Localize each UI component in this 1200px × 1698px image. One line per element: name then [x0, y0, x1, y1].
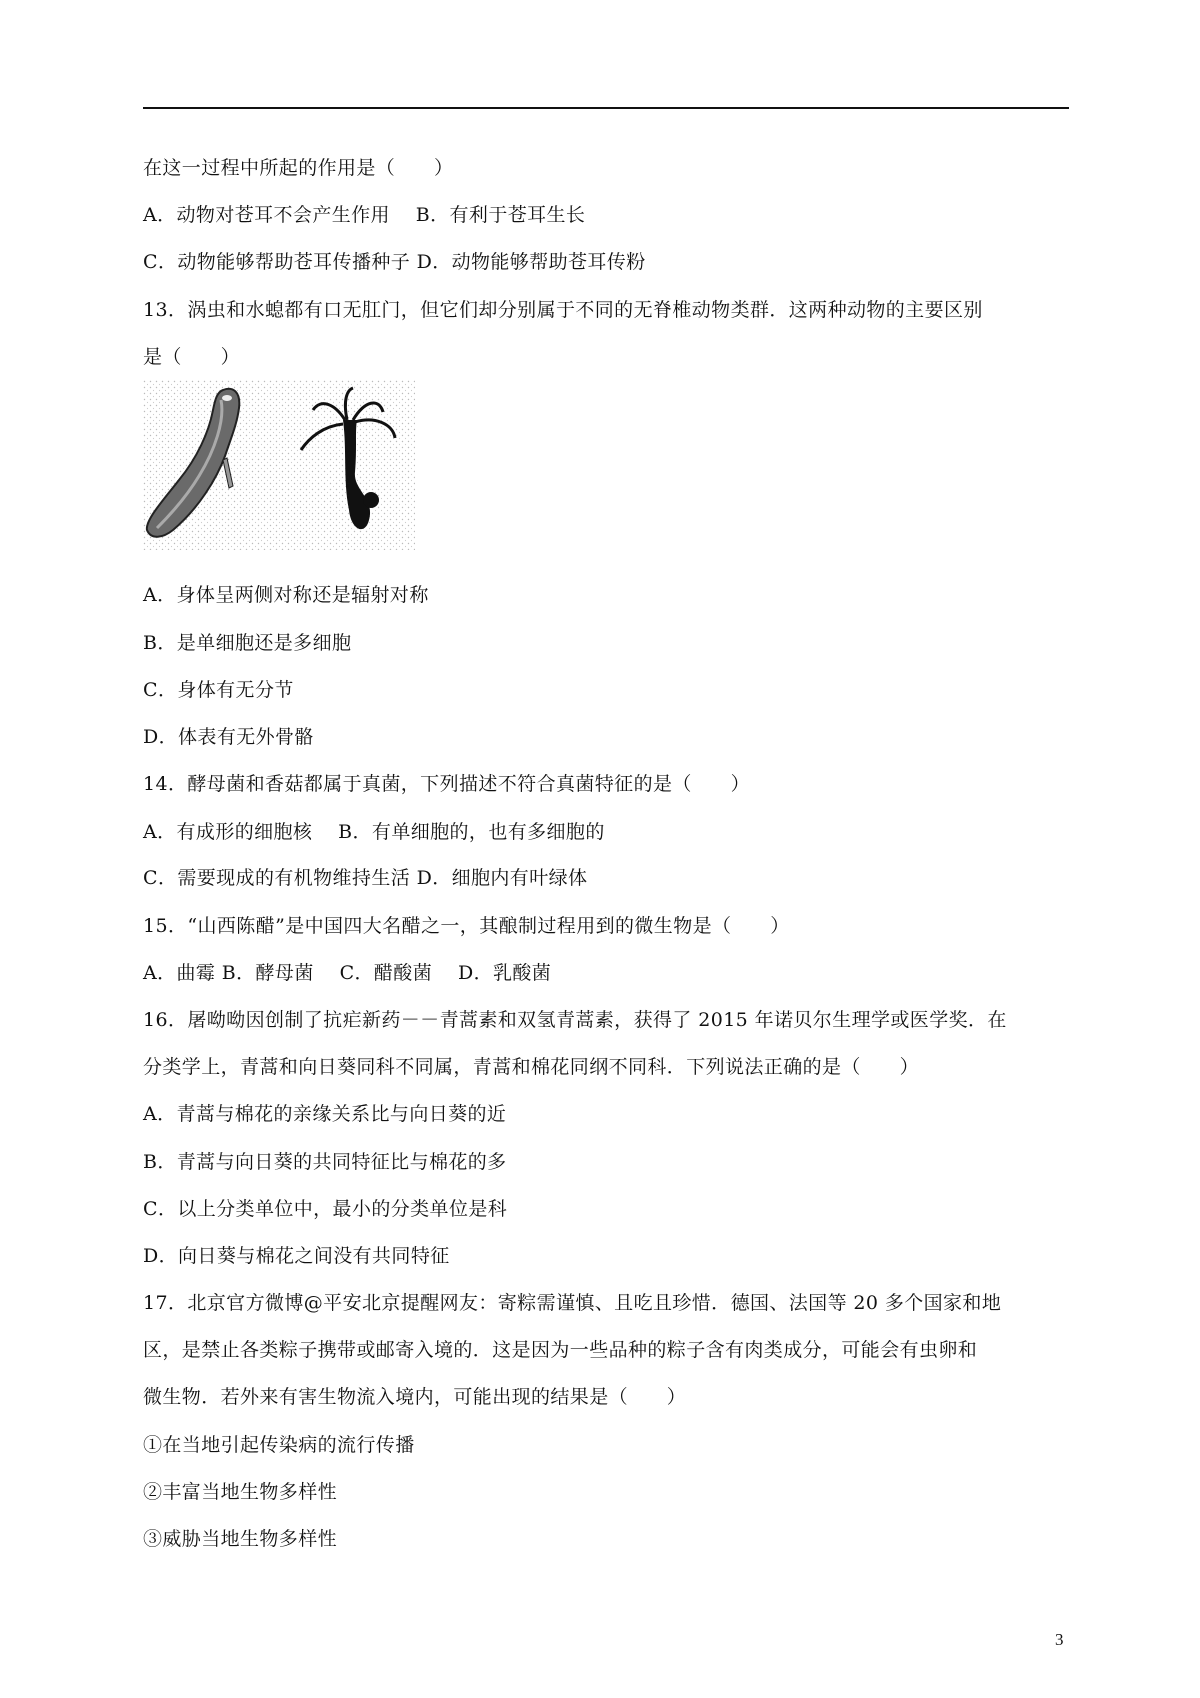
text-line: A．有成形的细胞核 B．有单细胞的，也有多细胞的 [143, 821, 605, 843]
text-line: C．需要现成的有机物维持生活 D．细胞内有叶绿体 [143, 867, 588, 889]
text-line: ①在当地引起传染病的流行传播 [143, 1434, 415, 1456]
text-line: ②丰富当地生物多样性 [143, 1481, 338, 1503]
text-line: ③威胁当地生物多样性 [143, 1528, 338, 1550]
text-line: B．是单细胞还是多细胞 [143, 632, 352, 654]
question-14-line: 14．酵母菌和香菇都属于真菌，下列描述不符合真菌特征的是（ ） [143, 773, 750, 795]
text-line: 分类学上，青蒿和向日葵同科不同属，青蒿和棉花同纲不同科．下列说法正确的是（ ） [143, 1056, 920, 1078]
text-line: C．动物能够帮助苍耳传播种子 D．动物能够帮助苍耳传粉 [143, 251, 646, 273]
text-line: A．动物对苍耳不会产生作用 B．有利于苍耳生长 [143, 204, 586, 226]
text-line: D．向日葵与棉花之间没有共同特征 [143, 1245, 450, 1267]
text-line: A．身体呈两侧对称还是辐射对称 [143, 584, 429, 606]
page-number: 3 [1055, 1630, 1064, 1649]
text-line: D．体表有无外骨骼 [143, 726, 314, 748]
text-line: 在这一过程中所起的作用是（ ） [143, 157, 454, 179]
text-line: 区，是禁止各类粽子携带或邮寄入境的．这是因为一些品种的粽子含有肉类成分，可能会有虫卵和 [143, 1339, 978, 1361]
text-line: B．青蒿与向日葵的共同特征比与棉花的多 [143, 1151, 507, 1173]
text-line: 是（ ） [143, 346, 241, 368]
text-line: 微生物．若外来有害生物流入境内，可能出现的结果是（ ） [143, 1386, 687, 1408]
question-16-line: 16．屠呦呦因创制了抗疟新药－－青蒿素和双氢青蒿素，获得了 2015 年诺贝尔生理学或医学奖．在 [143, 1009, 1007, 1031]
text-line: A．青蒿与棉花的亲缘关系比与向日葵的近 [143, 1103, 507, 1125]
header-rule [143, 107, 1069, 109]
text-line: A．曲霉 B．酵母菌 C．醋酸菌 D．乳酸菌 [143, 962, 552, 984]
question-15-line: 15．“山西陈醋”是中国四大名醋之一，其酿制过程用到的微生物是（ ） [143, 915, 790, 937]
text-line: C．身体有无分节 [143, 679, 294, 701]
flatworm-hydra-figure [143, 380, 415, 550]
text-line: C．以上分类单位中，最小的分类单位是科 [143, 1198, 508, 1220]
question-17-line: 17．北京官方微博@平安北京提醒网友：寄粽需谨慎、且吃且珍惜．德国、法国等 20 多个国家和地 [143, 1292, 1002, 1314]
question-13-line: 13．涡虫和水螅都有口无肛门，但它们却分别属于不同的无脊椎动物类群．这两种动物的主要区别 [143, 299, 983, 321]
